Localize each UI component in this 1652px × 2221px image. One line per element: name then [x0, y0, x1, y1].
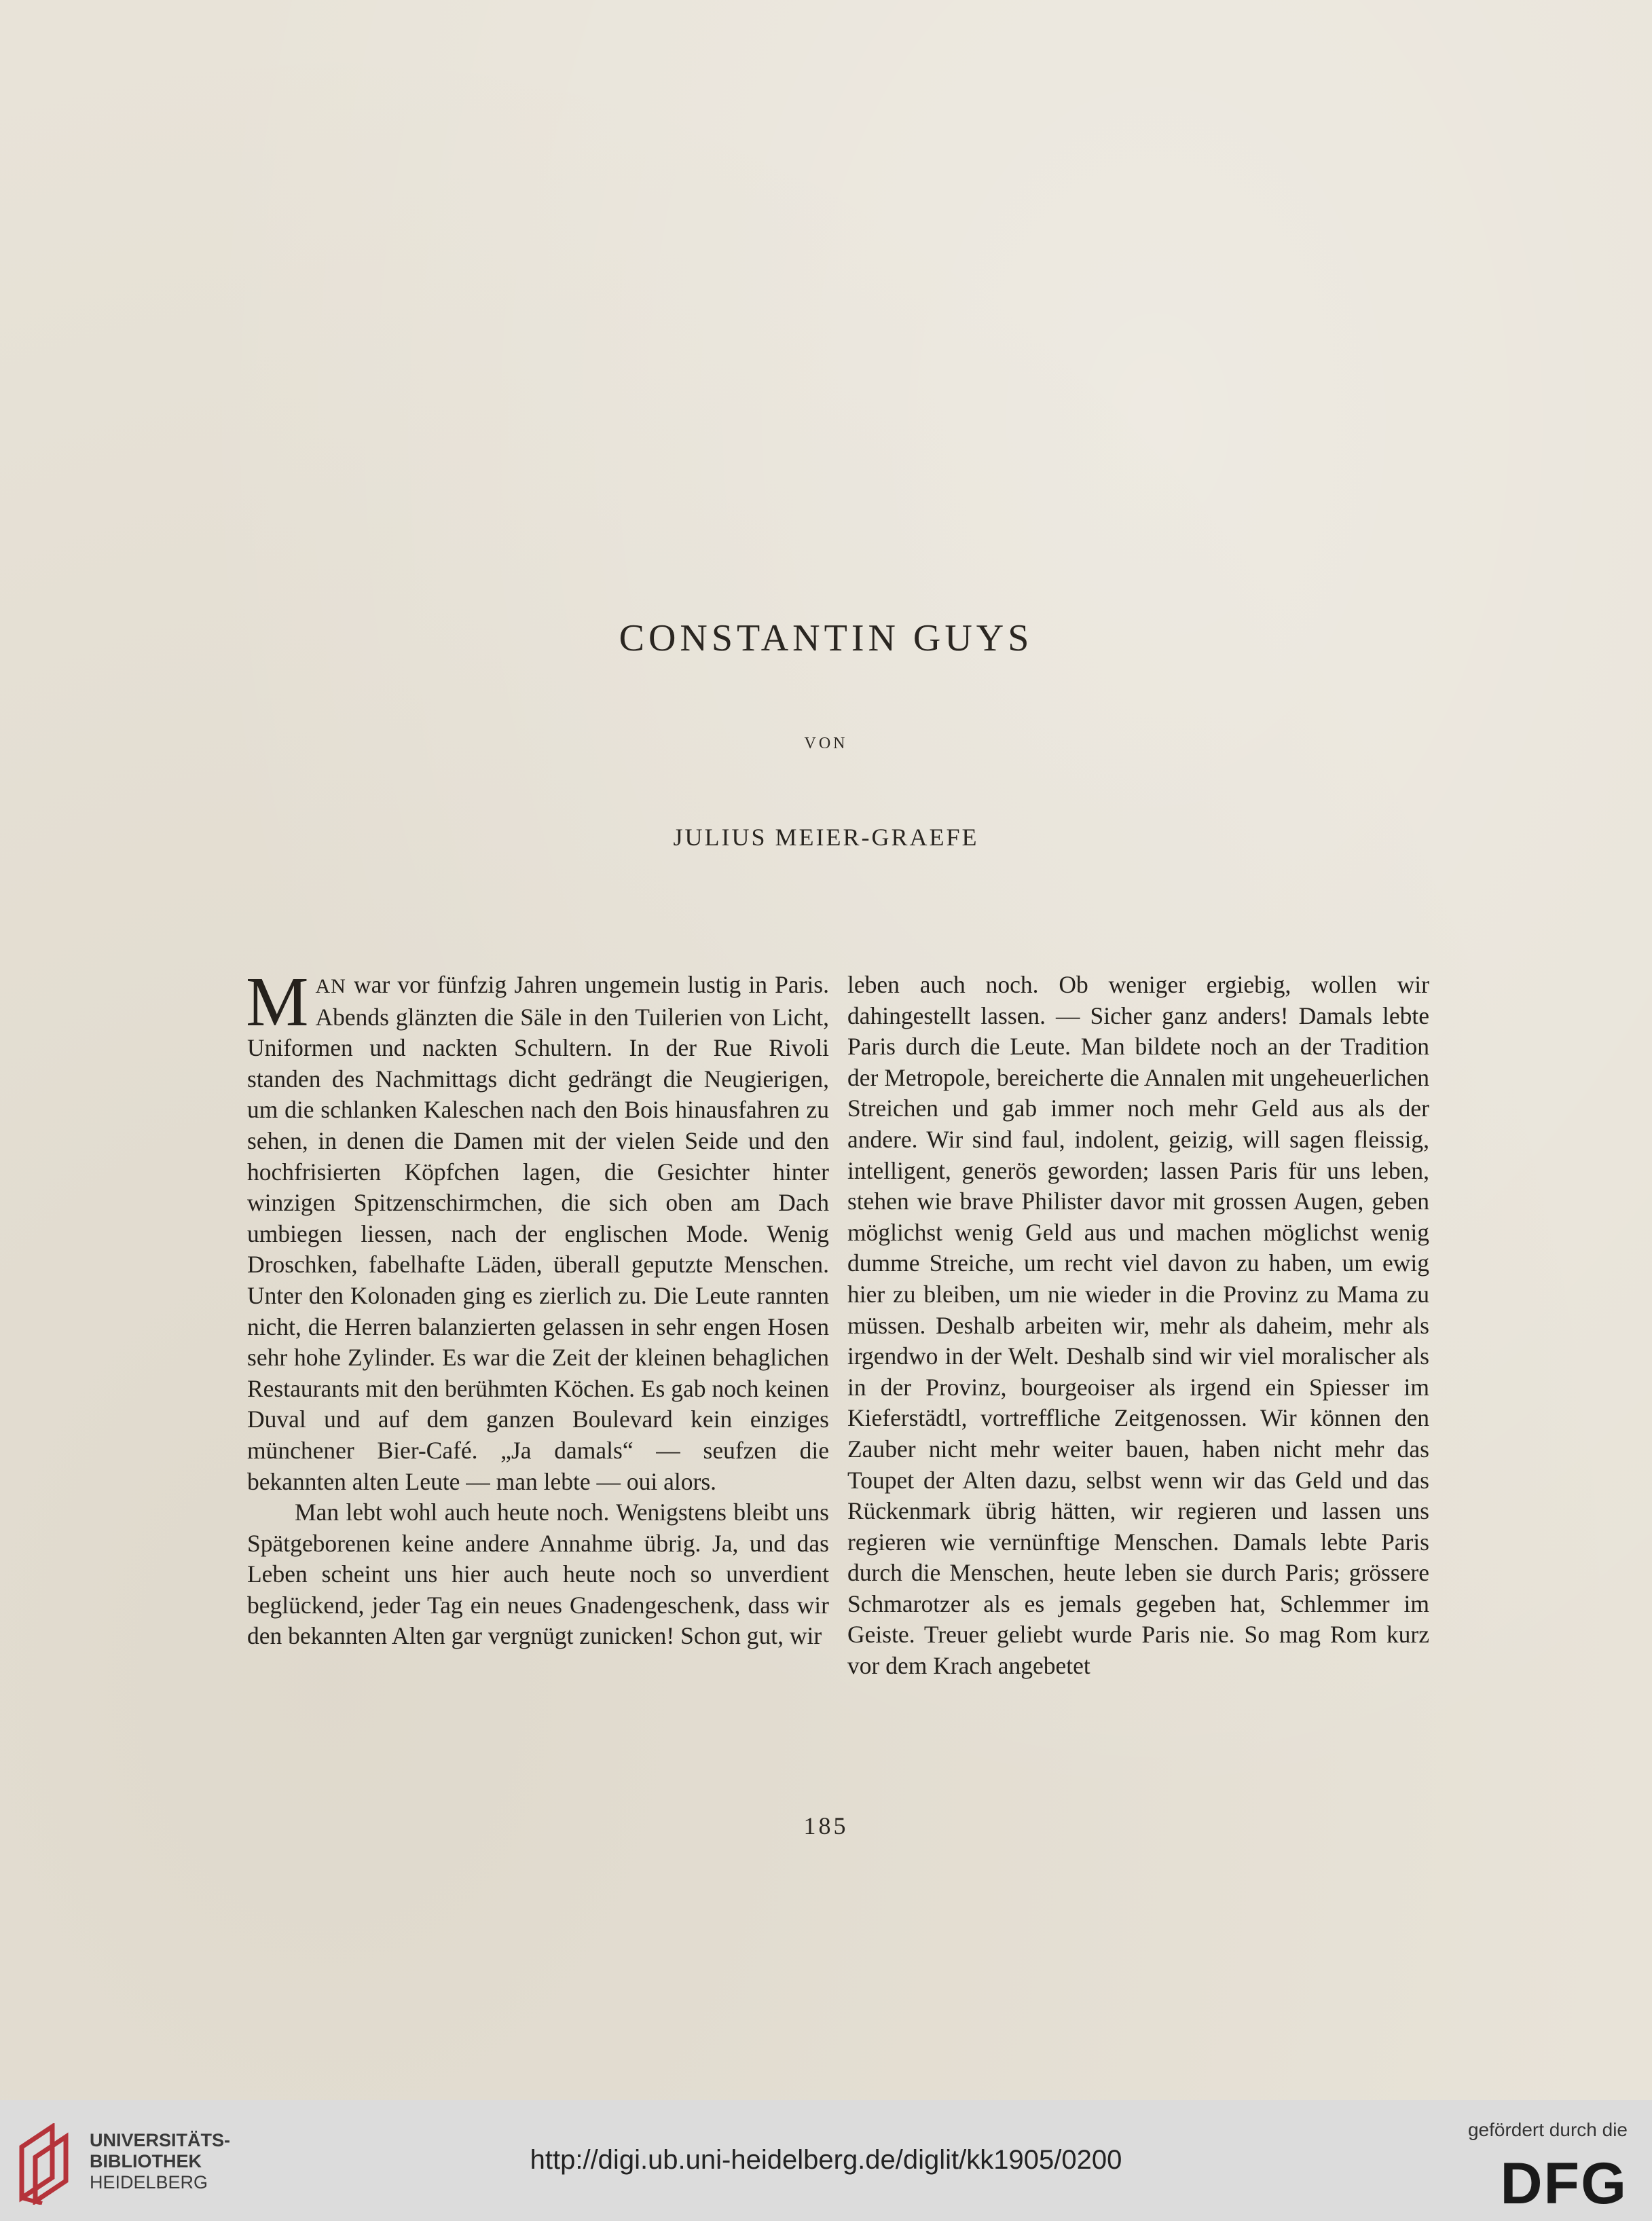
paragraph-1 [246, 963, 829, 1497]
drop-cap: M [246, 963, 309, 1041]
institution-line-3: HEIDELBERG [90, 2172, 208, 2192]
article-title: CONSTANTIN GUYS [619, 617, 1033, 659]
paragraph-2: Man lebt wohl auch heute noch. Wenigstens bleibt uns Spätgeborenen keine andere Annahme übrig. Ja, und das Leben scheint uns hier auch heute noch so unverdient beglückend, jeder Tag ein neues Gnadengeschenk, dass wir den bekannten Alten gar vergnügt zunicken! Schon gut, wir [247, 1499, 829, 1650]
text-column-left [246, 963, 829, 1652]
funded-by-label: gefördert durch die [1467, 2119, 1628, 2140]
institution-line-2: BIBLIOTHEK [90, 2151, 202, 2171]
institution-line-1: UNIVERSITÄTS- [90, 2130, 231, 2150]
viewer-footer [0, 2100, 1652, 2221]
byline-von: VON [804, 735, 848, 752]
paragraph-lead: AN [315, 975, 346, 997]
dfg-logo-icon: DFG [1500, 2151, 1628, 2216]
paragraph-3: leben auch noch. Ob weniger ergiebig, wollen wir dahingestellt lassen. — Sicher ganz anders! Damals lebte Paris durch die Leute. Man bildete noch an der Tradition der Metropole, bereicherte die Annalen mit ungeheuerlichen Streichen und gab immer noch mehr Geld aus als der andere. Wir sind faul, indolent, geizig, will sagen fleissig, intelligent, generös geworden; lassen Paris für uns leben, stehen wie brave Philister davor mit grossen Augen, geben möglichst wenig Geld aus und machen möglichst wenig dumme Streiche, um recht viel davon zu haben, um ewig hier zu bleiben, um nie wieder in die Provinz zu Mama zu müssen. Deshalb arbeiten wir, mehr als daheim, mehr als irgendwo in der Welt. Deshalb sind wir viel moralischer als in der Provinz, bourgeoiser als irgend ein Spiesser im Kieferstädtl, vortreffliche Zeitgenossen. Wir können den Zauber nicht mehr weiter bauen, haben nicht mehr das Toupet der Alten dazu, selbst wenn wir das Geld und das Rückenmark übrig hätten, wir regieren und lassen uns regieren wie vernünftige Menschen. Damals lebte Paris durch die Menschen, heute leben sie durch Paris; grössere Schmarotzer als es jemals gegeben hat, Schlemmer im Geiste. Treuer geliebt wurde Paris nie. So mag Rom kurz vor dem Krach angebetet [847, 971, 1429, 1680]
permalink-url[interactable]: http://digi.ub.uni-heidelberg.de/diglit/kk1905/0200 [530, 2145, 1122, 2175]
text-column-right [847, 970, 1429, 1682]
paragraph-text: war vor fünfzig Jahren ungemein lustig in Paris. Abends glänzten die Säle in den Tuilerien von Licht, Uniformen und nackten Schultern. In der Rue Rivoli standen des Nachmittags dicht gedrängt die Neugierigen, um die schlanken Kaleschen nach den Bois hinausfahren zu sehen, in denen die Damen mit der vielen Seide und den hochfrisierten Köpfchen lagen, die Gesichter hinter winzigen Spitzenschirmchen, die sich oben am Dach umbiegen liessen, nach der englischen Mode. Wenig Droschken, fabelhafte Läden, überall geputzte Menschen. Unter den Kolonaden ging es zierlich zu. Die Leute rannten nicht, die Herren balanzierten gelassen in sehr engen Hosen sehr hohe Zylinder. Es war die Zeit der kleinen behaglichen Restaurants mit den berühmten Köchen. Es gab noch keinen Duval und auf dem ganzen Boulevard kein einziges münchener Bier-Café. „Ja damals“ — seufzen die bekannten alten Leute — man lebte — oui alors. [247, 971, 829, 1495]
article-author: JULIUS MEIER-GRAEFE [673, 824, 979, 851]
page-number: 185 [803, 1812, 849, 1839]
